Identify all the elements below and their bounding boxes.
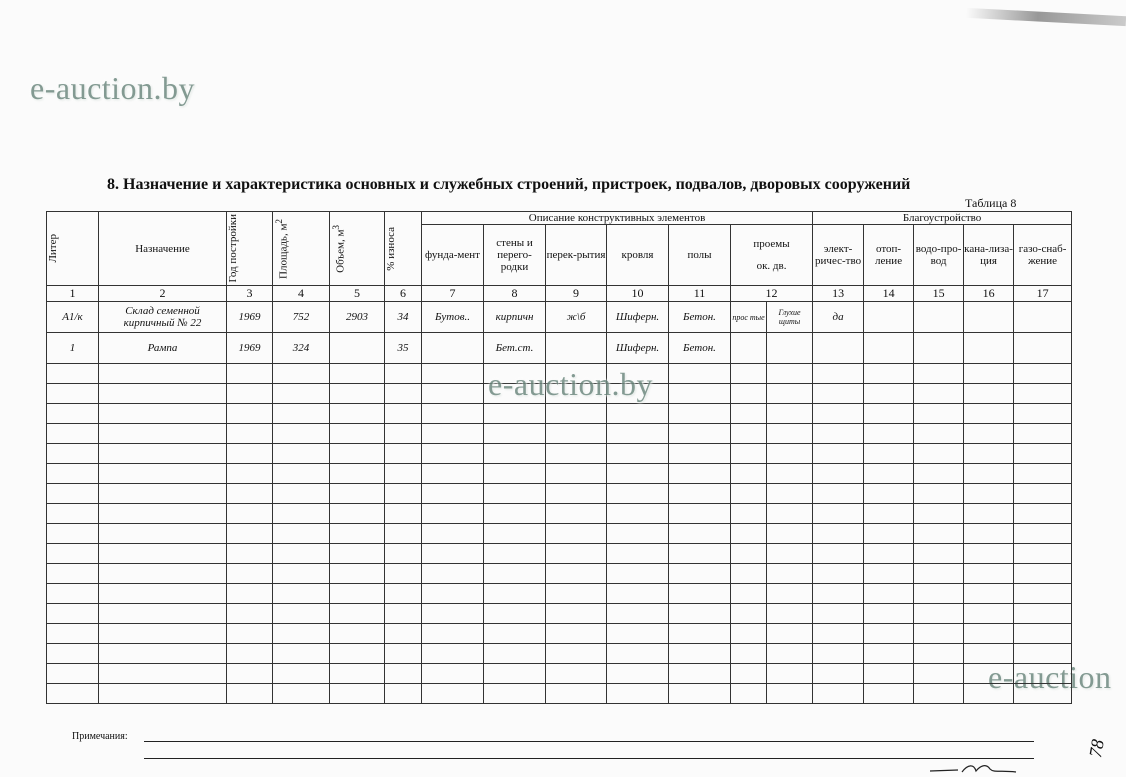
header-water: водо-про-вод <box>914 225 964 286</box>
header-sewer: кана-лиза-ция <box>964 225 1014 286</box>
header-floors: полы <box>669 225 731 286</box>
signature-scribble <box>928 760 1018 774</box>
header-openings: проемы ок. дв. <box>731 225 813 286</box>
header-gas: газо-снаб-жение <box>1014 225 1072 286</box>
empty-table-row <box>47 524 1072 544</box>
empty-table-row <box>47 404 1072 424</box>
empty-table-row <box>47 444 1072 464</box>
header-walls: стены и перего-родки <box>484 225 546 286</box>
empty-table-row <box>47 464 1072 484</box>
header-liter: Литер <box>47 212 99 286</box>
document-title: 8. Назначение и характеристика основных и служебных строений, пристроек, подвалов, дворовых сооружений <box>107 176 911 193</box>
table-row: А1/к Склад семенной кирпичный № 22 1969 752 2903 34 Бутов.. кирпичн ж\б Шиферн. Бетон. прос тые Глухие щиты да <box>47 302 1072 333</box>
header-electric: элект-ричес-тво <box>813 225 864 286</box>
header-group-construct: Описание конструктивных элементов <box>422 212 813 225</box>
empty-table-row <box>47 424 1072 444</box>
header-area: Площадь, $м^2$ <box>273 212 330 286</box>
header-group-amenities: Благоустройство <box>813 212 1072 225</box>
empty-table-row <box>47 584 1072 604</box>
column-number-row: 1 2 3 4 5 6 7 8 9 10 11 12 13 14 15 16 17 <box>47 286 1072 302</box>
header-foundation: фунда-мент <box>422 225 484 286</box>
notes-label: Примечания: <box>72 731 128 742</box>
table-row: 1 Рампа 1969 324 35 Бет.ст. Шиферн. Бетон. <box>47 333 1072 364</box>
empty-table-row <box>47 604 1072 624</box>
header-heating: отоп-ление <box>864 225 914 286</box>
header-slabs: перек-рытия <box>546 225 607 286</box>
header-volume: Объем, $м^3$ <box>330 212 385 286</box>
empty-table-row <box>47 644 1072 664</box>
empty-table-row <box>47 504 1072 524</box>
header-year: Год постройки <box>227 212 273 286</box>
watermark-bottom-right: e-auction <box>988 659 1112 695</box>
empty-table-row <box>47 544 1072 564</box>
header-roof: кровля <box>607 225 669 286</box>
empty-table-row <box>47 564 1072 584</box>
notes-line <box>144 758 1034 759</box>
handwritten-page-number: 78 <box>1085 737 1108 760</box>
empty-table-row <box>47 684 1072 704</box>
empty-table-row <box>47 484 1072 504</box>
empty-table-row <box>47 624 1072 644</box>
notes-line <box>144 741 1034 742</box>
header-purpose: Назначение <box>99 212 227 286</box>
table-number: Таблица 8 <box>965 196 1017 210</box>
watermark-top-left: e-auction.by <box>30 70 196 106</box>
buildings-table <box>46 211 1072 704</box>
empty-table-row <box>47 664 1072 684</box>
header-wear: % износа <box>385 212 422 286</box>
scan-edge-shadow <box>966 8 1126 26</box>
watermark-center: e-auction.by <box>488 366 654 402</box>
